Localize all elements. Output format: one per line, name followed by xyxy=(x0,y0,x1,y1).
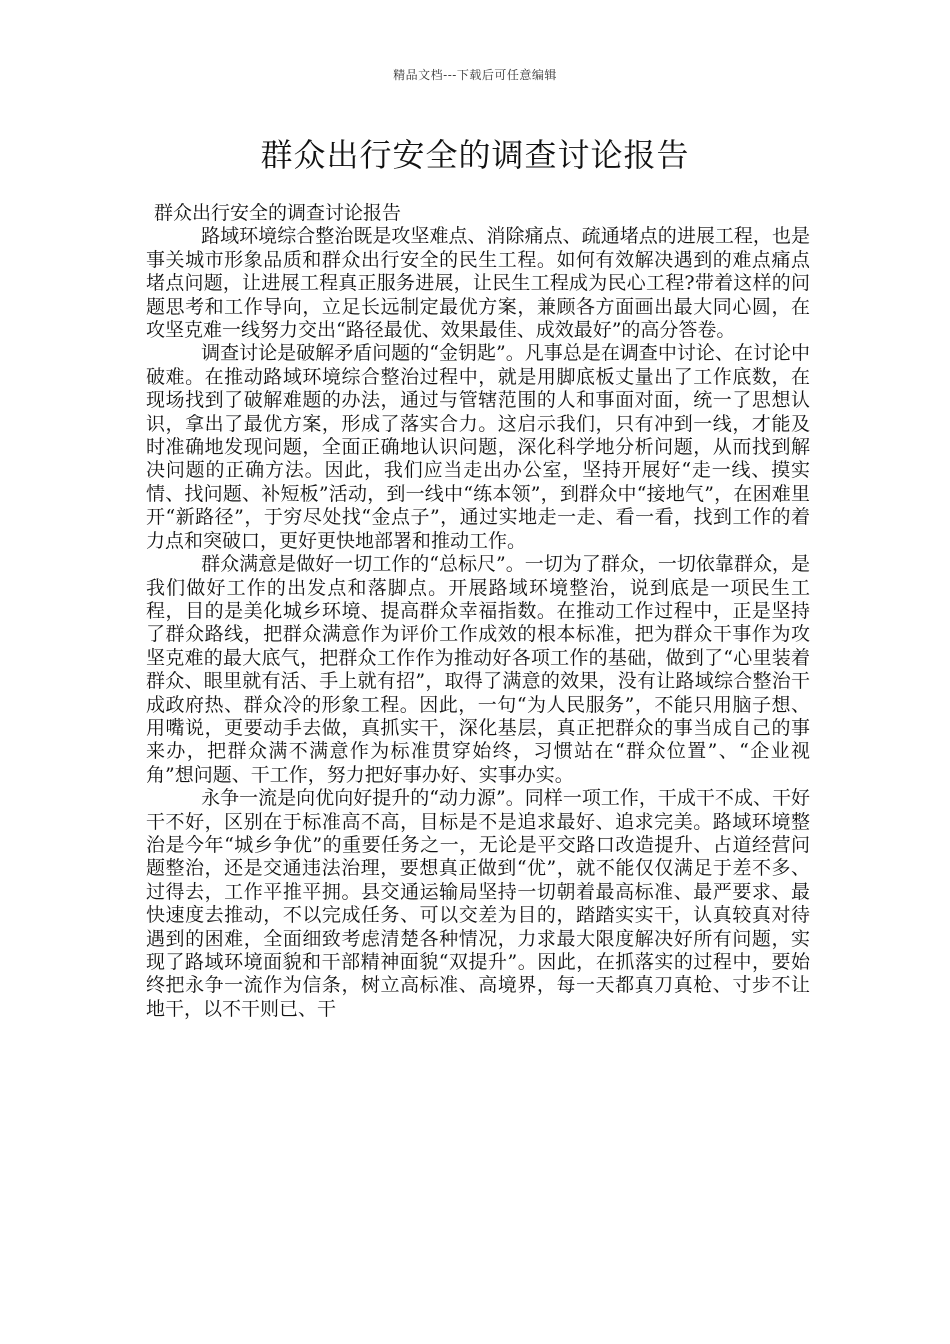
document-subtitle: 群众出行安全的调查讨论报告 xyxy=(154,202,402,224)
document-title: 群众出行安全的调查讨论报告 xyxy=(260,136,690,174)
document-body xyxy=(146,202,810,1021)
paragraph-4: 永争一流是向优向好提升的“动力源”。同样一项工作，干成干不成、干好干不好，区别在于标准高不高，目标是不是追求最好、追求完美。路域环境整治是今年“城乡争优”的重要任务之一，无论是平交路口改造提升、占道经营问题整治，还是交通违法治理，要想真正做到“优”，就不能仅仅满足于差不多、过得去，工作平推平拥。县交通运输局坚持一切朝着最高标准、最严要求、最快速度去推动，不以完成任务、可以交差为目的，踏踏实实干，认真较真对待遇到的困难，全面细致考虑清楚各种情况，力求最大限度解决好所有问题，实现了路域环境面貌和干部精神面貌“双提升”。因此，在抓落实的过程中，要始终把永争一流作为信条，树立高标准、高境界，每一天都真刀真枪、寸步不让地干，以不干则已、干 xyxy=(146,787,810,1020)
paragraph-2: 调查讨论是破解矛盾问题的“金钥匙”。凡事总是在调查中讨论、在讨论中破难。在推动路域环境综合整治过程中，就是用脚底板丈量出了工作底数，在现场找到了破解难题的办法，通过与管辖范围的人和事面对面，统一了思想认识，拿出了最优方案，形成了落实合力。这启示我们，只有冲到一线，才能及时准确地发现问题，全面正确地认识问题，深化科学地分析问题，从而找到解决问题的正确方法。因此，我们应当走出办公室，坚持开展好“走一线、摸实情、找问题、补短板”活动，到一线中“练本领”，到群众中“接地气”，在困难里开“新路径”，于穷尽处找“金点子”，通过实地走一走、看一看，找到工作的着力点和突破口，更好更快地部署和推动工作。 xyxy=(146,342,810,552)
paragraph-3: 群众满意是做好一切工作的“总标尺”。一切为了群众，一切依靠群众，是我们做好工作的出发点和落脚点。开展路域环境整治，说到底是一项民生工程，目的是美化城乡环境、提高群众幸福指数。在推动工作过程中，正是坚持了群众路线，把群众满意作为评价工作成效的根本标准，把为群众干事作为攻坚克难的最大底气，把群众工作作为推动好各项工作的基础，做到了“心里装着群众、眼里就有活、手上就有招”，取得了满意的效果，没有让路域综合整治干成政府热、群众冷的形象工程。因此，一句“为人民服务”，不能只用脑子想、用嘴说，更要动手去做，真抓实干，深化基层，真正把群众的事当成自己的事来办，把群众满不满意作为标准贯穿始终，习惯站在“群众位置”、“企业视角”想问题、干工作，努力把好事办好、实事办实。 xyxy=(146,553,810,786)
paragraph-1: 路域环境综合整治既是攻坚难点、消除痛点、疏通堵点的进展工程，也是事关城市形象品质和群众出行安全的民生工程。如何有效解决遇到的难点痛点堵点问题，让进展工程真正服务进展，让民生工程成为民心工程?带着这样的问题思考和工作导向，立足长远制定最优方案，兼顾各方面画出最大同心圆，在攻坚克难一线努力交出“路径最优、效果最佳、成效最好”的高分答卷。 xyxy=(146,225,810,342)
page-header-note: 精品文档---下载后可任意编辑 xyxy=(393,68,557,82)
